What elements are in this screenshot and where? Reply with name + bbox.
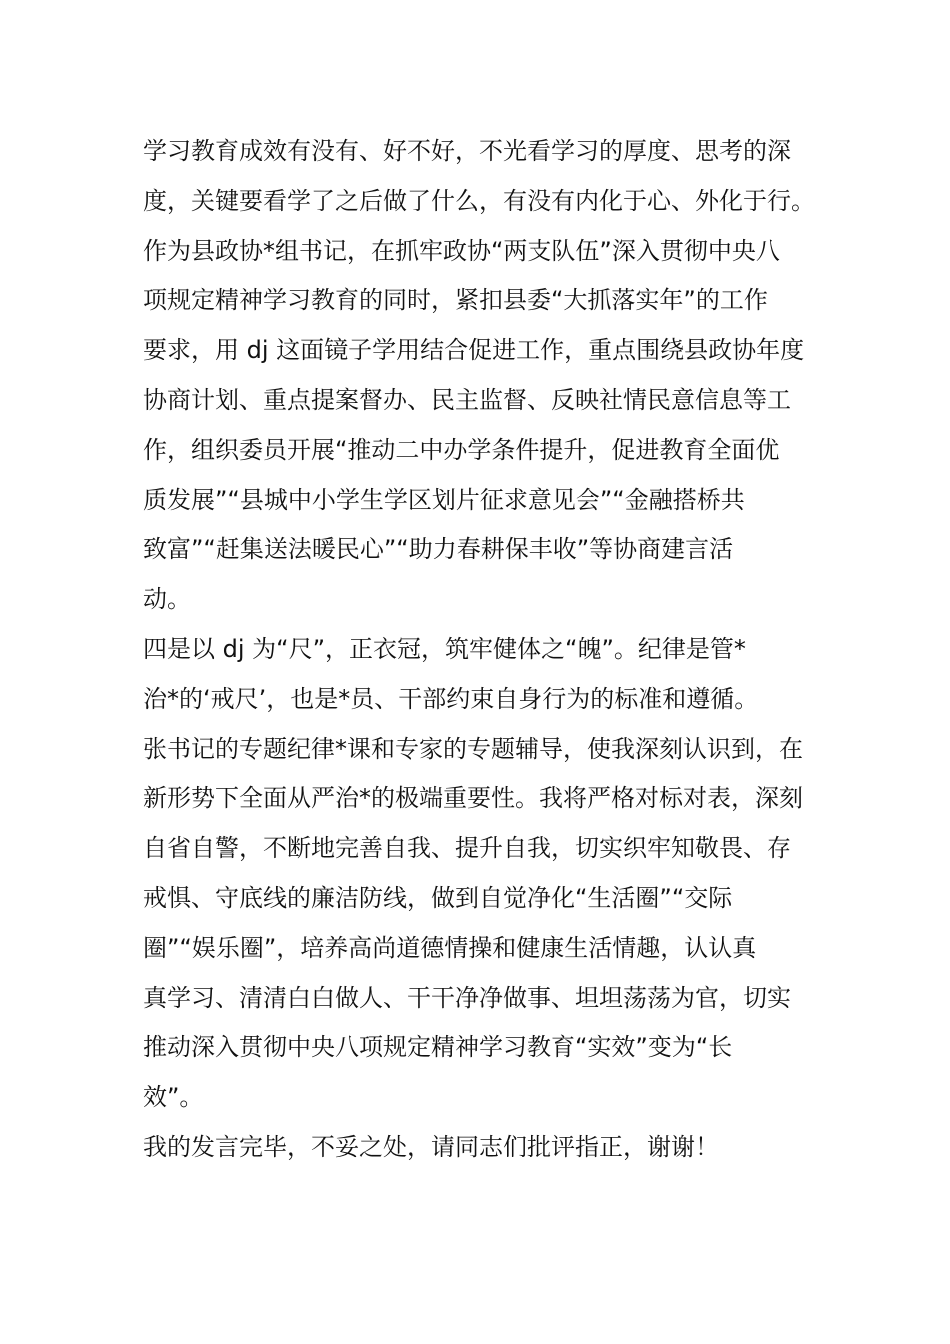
text-line: 我的发言完毕，不妥之处，请同志们批评指正，谢谢！ — [143, 1132, 719, 1161]
text-line: 作为县政协*组书记，在抓牢政协“两支队伍”深入贯彻中央八 — [143, 236, 780, 265]
text-line: 真学习、清清白白做人、干干净净做事、坦坦荡荡为官，切实 — [143, 983, 791, 1012]
text-line: 治*的‘戒尺’，也是*员、干部约束自身行为的标准和遵循。 — [143, 684, 759, 713]
text-line: 自省自警，不断地完善自我、提升自我，切实织牢知敬畏、存 — [143, 834, 791, 863]
paragraph-3 — [143, 1123, 815, 1173]
text-line: 学习教育成效有没有、好不好，不光看学习的厚度、思考的深 — [143, 137, 791, 165]
text-line: 张书记的专题纪律*课和专家的专题辅导，使我深刻认识到，在 — [143, 734, 803, 763]
paragraph-2 — [143, 625, 815, 1123]
text-line: 圈”“娱乐圈”，培养高尚道德情操和健康生活情趣，认认真 — [143, 933, 757, 962]
text-line: 四是以 dj 为“尺”，正衣冠，筑牢健体之“魄”。纪律是管* — [143, 634, 746, 663]
text-line: 项规定精神学习教育的同时，紧扣县委“大抓落实年”的工作 — [143, 286, 768, 315]
text-line: 协商计划、重点提案督办、民主监督、反映社情民意信息等工 — [143, 385, 791, 414]
text-line: 要求，用 dj 这面镜子学用结合促进工作，重点围绕县政协年度 — [143, 336, 805, 365]
text-line: 戒惧、守底线的廉洁防线，做到自觉净化“生活圈”“交际 — [143, 883, 733, 912]
text-line: 动。 — [143, 585, 191, 614]
text-line: 新形势下全面从严治*的极端重要性。我将严格对标对表，深刻 — [143, 784, 803, 813]
text-line: 效”。 — [143, 1083, 204, 1112]
document-page — [143, 127, 815, 1173]
text-line: 质发展”“县城中小学生学区划片征求意见会”“金融搭桥共 — [143, 485, 745, 514]
text-line: 作，组织委员开展“推动二中办学条件提升，促进教育全面优 — [143, 435, 780, 464]
paragraph-1 — [143, 127, 815, 625]
text-line: 致富”“赶集送法暖民心”“助力春耕保丰收”等协商建言活 — [143, 535, 734, 564]
text-line: 推动深入贯彻中央八项规定精神学习教育“实效”变为“长 — [143, 1033, 733, 1062]
text-line: 度，关键要看学了之后做了什么，有没有内化于心、外化于行。 — [143, 186, 815, 215]
